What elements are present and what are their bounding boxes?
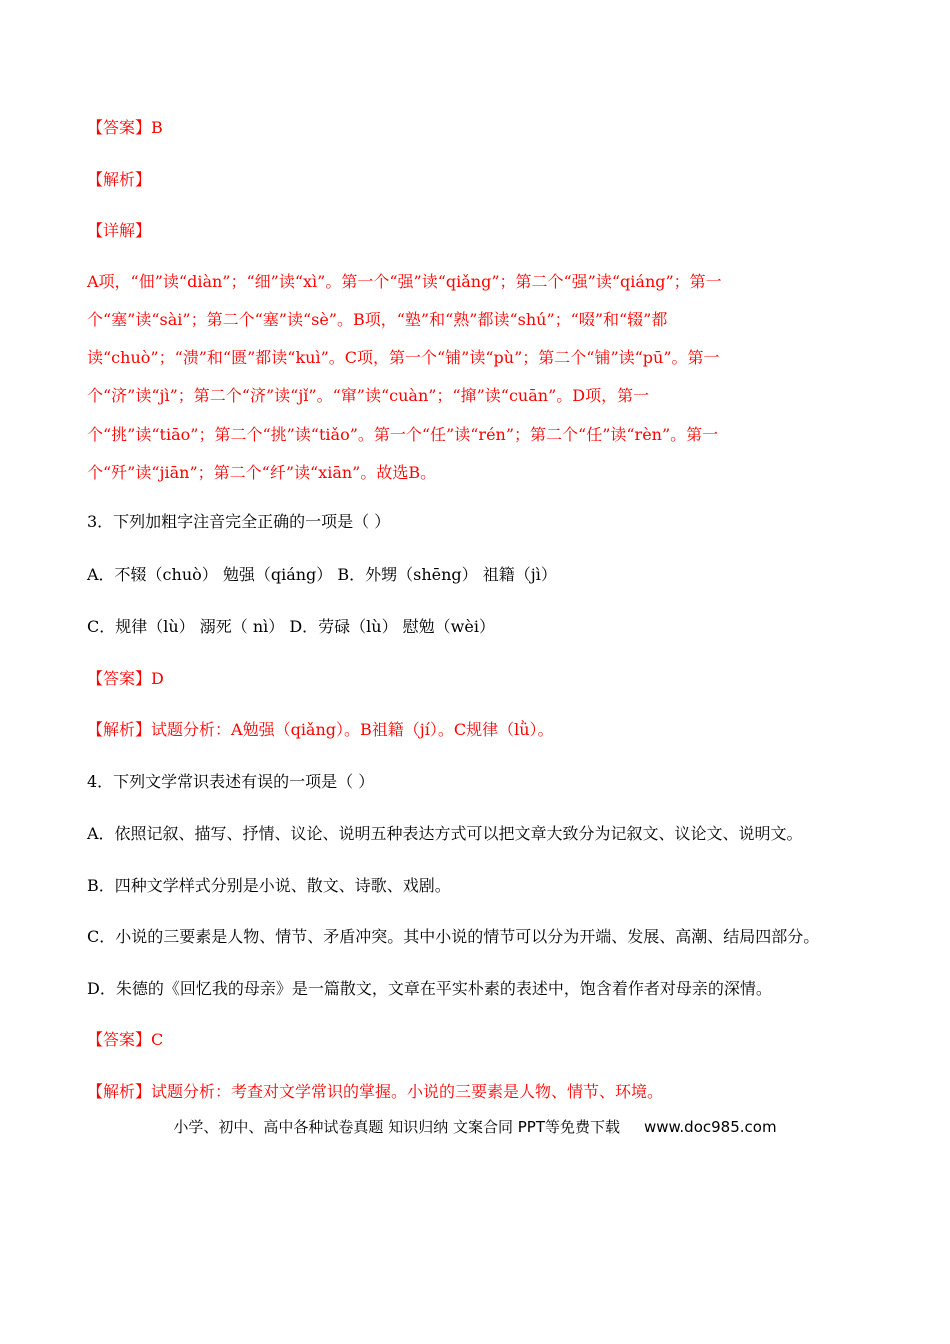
question-4-option-d: D．朱德的《回忆我的母亲》是一篇散文，文章在平实朴素的表述中，饱含着作者对母亲的深情。 [87,979,772,998]
detail-label: 【详解】 [87,221,152,240]
detail-line: 读“chuò”；“溃”和“匮”都读“kuì”。C项，第一个“铺”读“pù”；第二个“铺”读“pū”。第一 [87,348,720,367]
page-footer [0,1116,950,1137]
question-4-option-b: B．四种文学样式分别是小说、散文、诗歌、戏剧。 [87,876,451,895]
detail-line: A项，“佃”读“diàn”；“细”读“xì”。第一个“强”读“qiǎng”；第二个“强”读“qiáng”；第一 [87,272,722,291]
question-3-options-ab: A．不辍（chuò） 勉强（qiáng） B．外甥（shēng） 祖籍（jì） [87,565,557,584]
question-3-stem: 3．下列加粗字注音完全正确的一项是（ ） [87,512,391,531]
question-4-option-a: A．依照记叙、描写、抒情、议论、说明五种表达方式可以把文章大致分为记叙文、议论文、说明文。 [87,824,803,843]
question-4-stem: 4．下列文学常识表述有误的一项是（ ） [87,772,375,791]
detail-line: 个“济”读“jì”；第二个“济”读“jǐ”。“窜”读“cuàn”；“撺”读“cuān”。D项，第一 [87,386,650,405]
footer-url[interactable]: www.doc985.com [643,1118,777,1136]
detail-line: 个“挑”读“tiāo”；第二个“挑”读“tiǎo”。第一个“任”读“rén”；第二个“任”读“rèn”。第一 [87,425,719,444]
detail-line: 个“歼”读“jiān”；第二个“纤”读“xiān”。故选B。 [87,463,437,482]
question-3-analysis: 【解析】试题分析：A勉强（qiǎng）。B祖籍（jí）。C规律（lǜ）。 [87,720,554,739]
answer-label: 【答案】 [87,118,152,137]
analysis-label: 【解析】 [87,170,152,189]
question-3-options-cd: C．规律（lù） 溺死（ nì） D．劳碌（lù） 慰勉（wèi） [87,617,495,636]
question-4-option-c: C．小说的三要素是人物、情节、矛盾冲突。其中小说的情节可以分为开端、发展、高潮、结局四部分。 [87,927,820,946]
detail-line: 个“塞”读“sài”；第二个“塞”读“sè”。B项，“塾”和“熟”都读“shú”；“啜”和“辍”都 [87,310,668,329]
answer-value: B [151,118,163,137]
question-3-answer: 【答案】D [87,669,164,688]
footer-text: 小学、初中、高中各种试卷真题 知识归纳 文案合同 PPT等免费下载 [173,1118,620,1136]
question-4-answer: 【答案】C [87,1030,164,1049]
question-4-analysis: 【解析】试题分析：考查对文学常识的掌握。小说的三要素是人物、情节、环境。 [87,1082,664,1101]
answer-line [87,118,163,138]
